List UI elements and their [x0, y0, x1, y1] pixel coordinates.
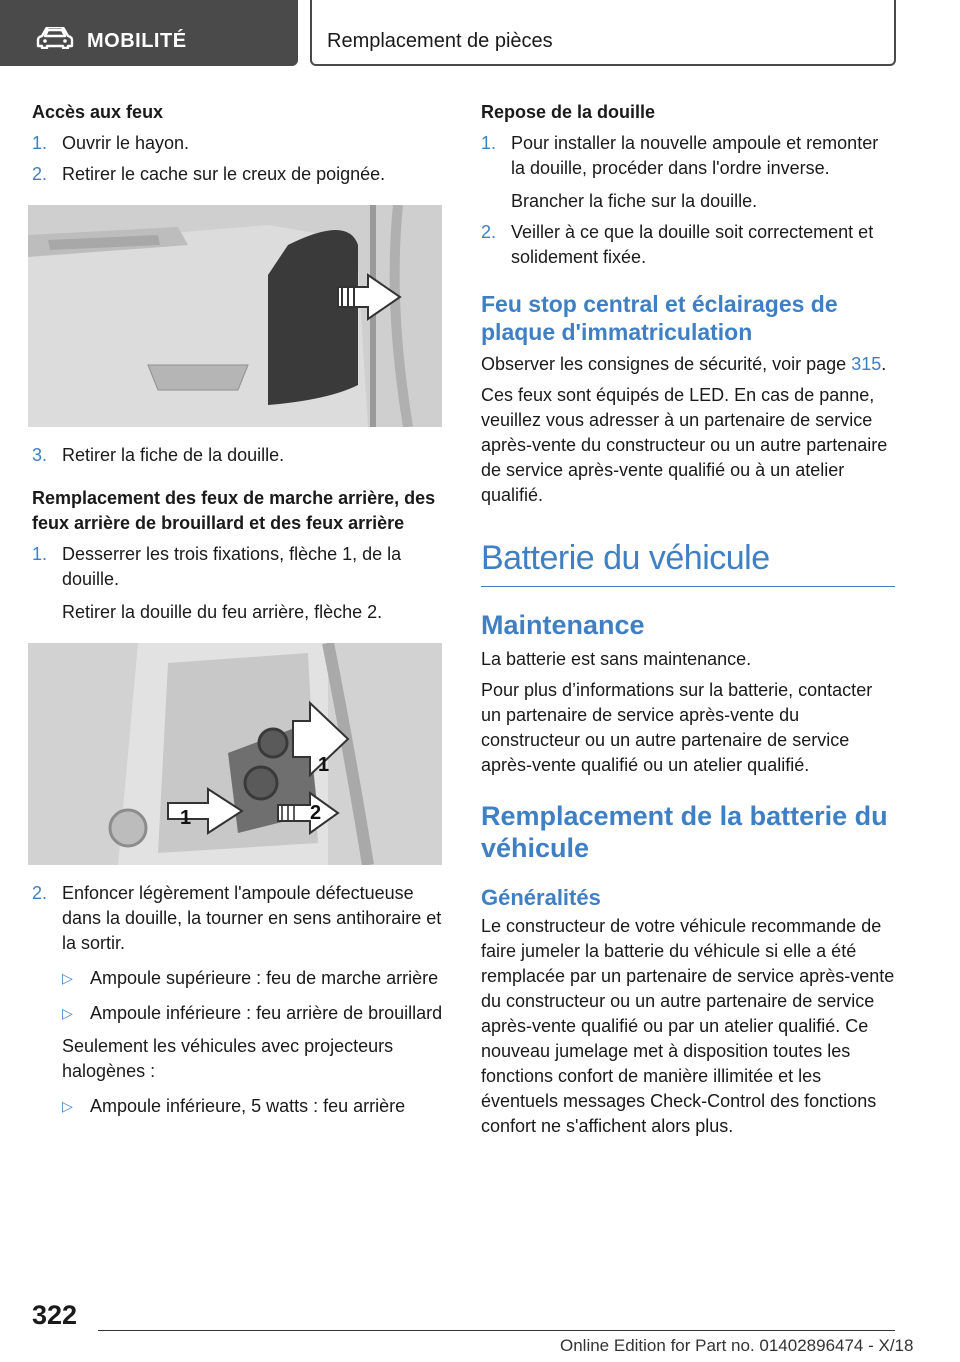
- figure-socket: [28, 643, 442, 865]
- page-link[interactable]: 315: [851, 354, 882, 374]
- list-item: [481, 131, 895, 181]
- figure-handle-cover: [28, 205, 442, 427]
- illustration-socket: [28, 643, 442, 865]
- chapter-title: Remplacement de pièces: [327, 30, 553, 52]
- right-column: [481, 100, 895, 1139]
- list-item: [32, 881, 444, 956]
- page-number: 322: [32, 1300, 78, 1330]
- repose-heading: Repose de la douille: [481, 102, 656, 122]
- step-text: Enfoncer légèrement l'ampoule défectueuse dans la douille, la tourner en sens antihoraire et la sortir.: [62, 883, 442, 953]
- list-item: [32, 542, 444, 592]
- text: .: [881, 354, 887, 374]
- step-text: Ouvrir le hayon.: [62, 133, 190, 153]
- maintenance-heading: Maintenance: [481, 610, 645, 640]
- car-icon: [36, 27, 74, 49]
- step-text: Desserrer les trois fixations, flèche 1, de la douille.: [62, 544, 402, 589]
- generalites-paragraph: Le constructeur de votre véhicule recommande de faire jumeler la batterie du véhicule si elle a été remplacée par un partenaire de service après-vente du constructeur ou un autre partenaire de service après-vente qualifié ou par un atelier qualifié. Ce nouveau jumelage met à disposition toutes les fonctions confort de manière illimitée et les éventuels messages Check-Control des fonctions confort ne s'affichent alors plus.: [481, 916, 895, 1136]
- page-header: [0, 0, 960, 66]
- step-number: 2.: [32, 883, 48, 903]
- acces-heading: Accès aux feux: [32, 102, 164, 122]
- section-tab: [0, 0, 298, 66]
- list-item: [32, 162, 444, 187]
- triangle-bullet-icon: ▷: [62, 1005, 73, 1021]
- list-item: [481, 220, 895, 270]
- list-item: [32, 443, 444, 468]
- triangle-bullet-icon: ▷: [62, 970, 73, 986]
- step-number: 1.: [481, 133, 497, 153]
- arrow-label: 1: [180, 807, 192, 829]
- bullet-item: [32, 1094, 444, 1119]
- step-number: 3.: [32, 445, 48, 465]
- maintenance-p1: La batterie est sans maintenance.: [481, 649, 752, 669]
- bullet-text: Ampoule supérieure : feu de marche arrière: [90, 968, 439, 988]
- maintenance-p2: Pour plus d’informations sur la batterie, contacter un partenaire de service après-vente du constructeur ou un autre partenaire de service après-vente qualifié ou un atelier qualifié.: [481, 680, 873, 775]
- step-text: Retirer la fiche de la douille.: [62, 445, 285, 465]
- remplacement-batterie-heading: Remplacement de la batterie du véhicule: [481, 801, 888, 863]
- bullet-text: Ampoule inférieure : feu arrière de brouillard: [90, 1003, 443, 1023]
- left-column: [32, 100, 444, 1119]
- text: Observer les consignes de sécurité, voir page: [481, 354, 852, 374]
- chapter-tab: [310, 0, 896, 66]
- generalites-heading: Généralités: [481, 885, 601, 910]
- illustration-handle-cover: [28, 205, 442, 427]
- led-paragraph: Ces feux sont équipés de LED. En cas de panne, veuillez vous adresser à un partenaire de service après-vente du constructeur ou un autre partenaire de service après-vente qualifié ou à un atelier qualifié.: [481, 385, 888, 505]
- bullet-item: [32, 1001, 444, 1026]
- step-text: Veiller à ce que la douille soit correctement et solidement fixée.: [511, 222, 874, 267]
- step-subtext: Brancher la fiche sur la douille.: [511, 191, 758, 211]
- feu-stop-heading: Feu stop central et éclairages de plaque d'immatriculation: [481, 291, 838, 345]
- triangle-bullet-icon: ▷: [62, 1098, 73, 1114]
- remplacement-heading: Remplacement des feux de marche arrière, des feux arrière de brouillard et des feux arrière: [32, 488, 436, 533]
- arrow-label: 2: [310, 802, 322, 824]
- step-text: Retirer le cache sur le creux de poignée.: [62, 164, 386, 184]
- batterie-heading: Batterie du véhicule: [481, 538, 895, 587]
- step-number: 2.: [481, 222, 497, 242]
- footer-divider: [98, 1330, 895, 1331]
- safety-paragraph: [481, 352, 895, 377]
- step-subtext: Retirer la douille du feu arrière, flèche 2.: [62, 602, 383, 622]
- list-item: [32, 131, 444, 156]
- edition-text: Online Edition for Part no. 01402896474 - X/18: [560, 1336, 914, 1355]
- halogen-note: Seulement les véhicules avec projecteurs halogènes :: [62, 1036, 394, 1081]
- bullet-text: Ampoule inférieure, 5 watts : feu arrière: [90, 1096, 406, 1116]
- step-text: Pour installer la nouvelle ampoule et remonter la douille, procéder dans l'ordre inverse.: [511, 133, 879, 178]
- step-number: 2.: [32, 164, 48, 184]
- step-number: 1.: [32, 544, 48, 564]
- arrow-label: 1: [318, 754, 330, 776]
- section-title: MOBILITÉ: [87, 30, 187, 52]
- bullet-item: [32, 966, 444, 991]
- step-number: 1.: [32, 133, 48, 153]
